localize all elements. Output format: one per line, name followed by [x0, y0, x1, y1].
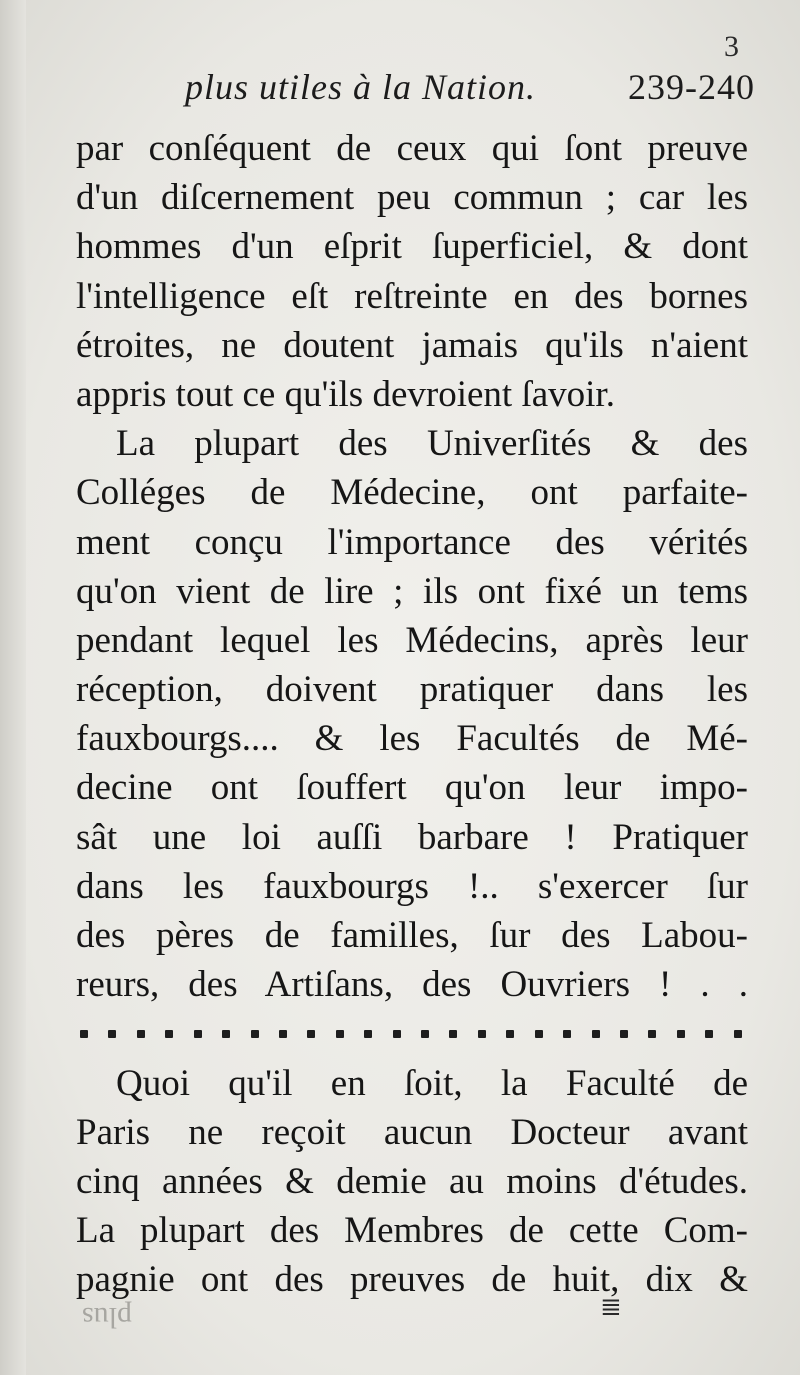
ellipsis-dot — [421, 1030, 429, 1038]
ellipsis-dot — [336, 1030, 344, 1038]
text-line: sât une loi auſſi barbare ! Pratiquer — [76, 816, 748, 858]
text-line: hommes d'un eſprit ſuperficiel, & dont — [76, 226, 748, 268]
ellipsis-dot — [734, 1030, 742, 1038]
ellipsis-dot — [279, 1030, 287, 1038]
text-line: fauxbourgs.... & les Facultés de Mé- — [76, 718, 748, 760]
text-line: cinq années & demie au moins d'études. — [76, 1160, 748, 1202]
text-line: Quoi qu'il en ſoit, la Faculté de — [116, 1062, 748, 1104]
ellipsis-dot — [592, 1030, 600, 1038]
ellipsis-dot — [393, 1030, 401, 1038]
signature-mark: ≣ — [600, 1292, 622, 1321]
text-line: reurs, des Artiſans, des Ouvriers ! . . — [76, 964, 748, 1006]
text-line: des pères de familles, ſur des Labou- — [76, 915, 748, 956]
text-line: qu'on vient de lire ; ils ont fixé un tems — [76, 570, 748, 612]
ellipsis-dot — [222, 1030, 230, 1038]
ellipsis-dot — [449, 1030, 457, 1038]
ellipsis-dot — [165, 1030, 173, 1038]
ellipsis-dot — [705, 1030, 713, 1038]
ellipsis-dot — [478, 1030, 486, 1038]
text-line: La plupart des Univerſités & des — [116, 423, 748, 465]
ellipsis-dot — [535, 1030, 543, 1038]
ellipsis-dot — [506, 1030, 514, 1038]
ellipsis-dot — [194, 1030, 202, 1038]
text-line: par conſéquent de ceux qui ſont preuve — [76, 128, 748, 169]
text-line: étroites, ne doutent jamais qu'ils n'aient — [76, 324, 748, 366]
ellipsis-dot — [108, 1030, 116, 1038]
page-header — [185, 66, 755, 116]
text-line: Colléges de Médecine, ont parfaite- — [76, 472, 748, 514]
page-numbers: 239-240 — [628, 67, 755, 107]
text-line: réception, doivent pratiquer dans les — [76, 669, 748, 711]
ellipsis-dot — [677, 1030, 685, 1038]
ellipsis-dot — [648, 1030, 656, 1038]
text-line: l'intelligence eſt reſtreinte en des bornes — [76, 275, 748, 317]
ellipsis-dot — [620, 1030, 628, 1038]
text-line: pagnie ont des preuves de huit, dix & — [76, 1259, 748, 1301]
corner-mark: 3 — [724, 30, 739, 63]
text-line: appris tout ce qu'ils devroient ſavoir. — [76, 373, 615, 415]
text-line: d'un diſcernement peu commun ; car les — [76, 177, 748, 219]
text-line: ment conçu l'importance des vérités — [76, 521, 748, 563]
page-gutter — [0, 0, 26, 1375]
text-line: pendant lequel les Médecins, après leur — [76, 619, 748, 661]
ellipsis-dot — [137, 1030, 145, 1038]
body-text — [76, 124, 748, 1305]
faint-catchword: plus — [82, 1301, 133, 1334]
text-line: dans les fauxbourgs !.. s'exercer ſur — [76, 865, 748, 907]
ellipsis-dot — [364, 1030, 372, 1038]
text-line: Paris ne reçoit aucun Docteur avant — [76, 1111, 748, 1153]
running-title: plus utiles à la Nation. — [185, 67, 537, 107]
text-line: decine ont ſouffert qu'on leur impo- — [76, 767, 748, 809]
text-line: La plupart des Membres de cette Com- — [76, 1210, 748, 1252]
ellipsis-dot — [307, 1030, 315, 1038]
ellipsis-dot — [80, 1030, 88, 1038]
ellipsis-dot — [563, 1030, 571, 1038]
ellipsis-dot-row — [76, 1009, 748, 1058]
ellipsis-dot — [251, 1030, 259, 1038]
